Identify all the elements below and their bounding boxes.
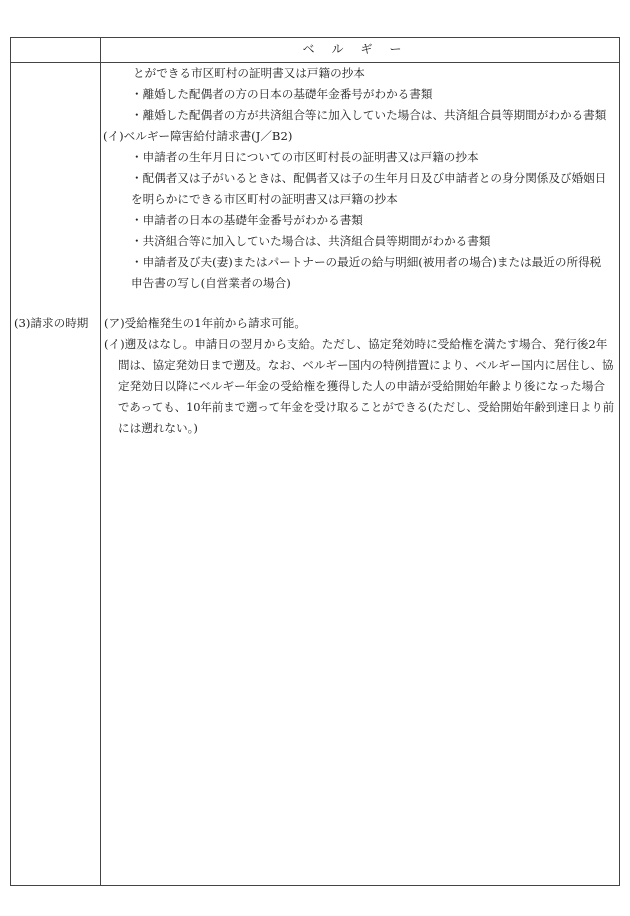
text-line: (ア)受給権発生の1年前から請求可能。 [104, 316, 306, 330]
text-line: ・申請者の日本の基礎年金番号がわかる書類 [131, 213, 363, 227]
text-line: 申告書の写し(自営業者の場合) [131, 276, 291, 290]
text-line: ・離婚した配偶者の方が共済組合等に加入していた場合は、共済組合員等期間がわかる書類 [131, 108, 607, 122]
text-line: (イ)遡及はなし。申請日の翌月から支給。ただし、協定発効時に受給権を満たす場合、発行後2年 [104, 337, 608, 351]
text-line: 定発効日以降にベルギー年金の受給権を獲得した人の申請が受給開始年齢より後になった場合 [118, 379, 605, 393]
text-line: を明らかにできる市区町村の証明書又は戸籍の抄本 [131, 192, 398, 206]
section-3-label: (3)請求の時期 [14, 316, 89, 330]
header-divider [10, 62, 620, 63]
text-line: ・共済組合等に加入していた場合は、共済組合員等期間がわかる書類 [131, 234, 491, 248]
text-line: ・申請者及び夫(妻)またはパートナーの最近の給与明細(被用者の場合)または最近の所得税 [131, 255, 602, 269]
text-line: とができる市区町村の証明書又は戸籍の抄本 [133, 66, 365, 80]
text-line: 間は、協定発効日まで遡及。なお、ベルギー国内の特例措置により、ベルギー国内に居住し、協 [118, 358, 614, 372]
text-line: ・申請者の生年月日についての市区町村長の証明書又は戸籍の抄本 [131, 150, 479, 164]
text-line: であっても、10年前まで遡って年金を受け取ることができる(ただし、受給開始年齢到達日より前 [118, 400, 615, 414]
text-line: (イ)ベルギー障害給付請求書(J／B2) [103, 129, 293, 143]
header-country: ベルギー [302, 42, 419, 56]
text-line: ・離婚した配偶者の方の日本の基礎年金番号がわかる書類 [131, 87, 433, 101]
column-divider [100, 37, 101, 886]
text-line: ・配偶者又は子がいるときは、配偶者又は子の生年月日及び申請者との身分関係及び婚姻日 [131, 171, 607, 185]
text-line: には遡れない。) [118, 421, 198, 435]
